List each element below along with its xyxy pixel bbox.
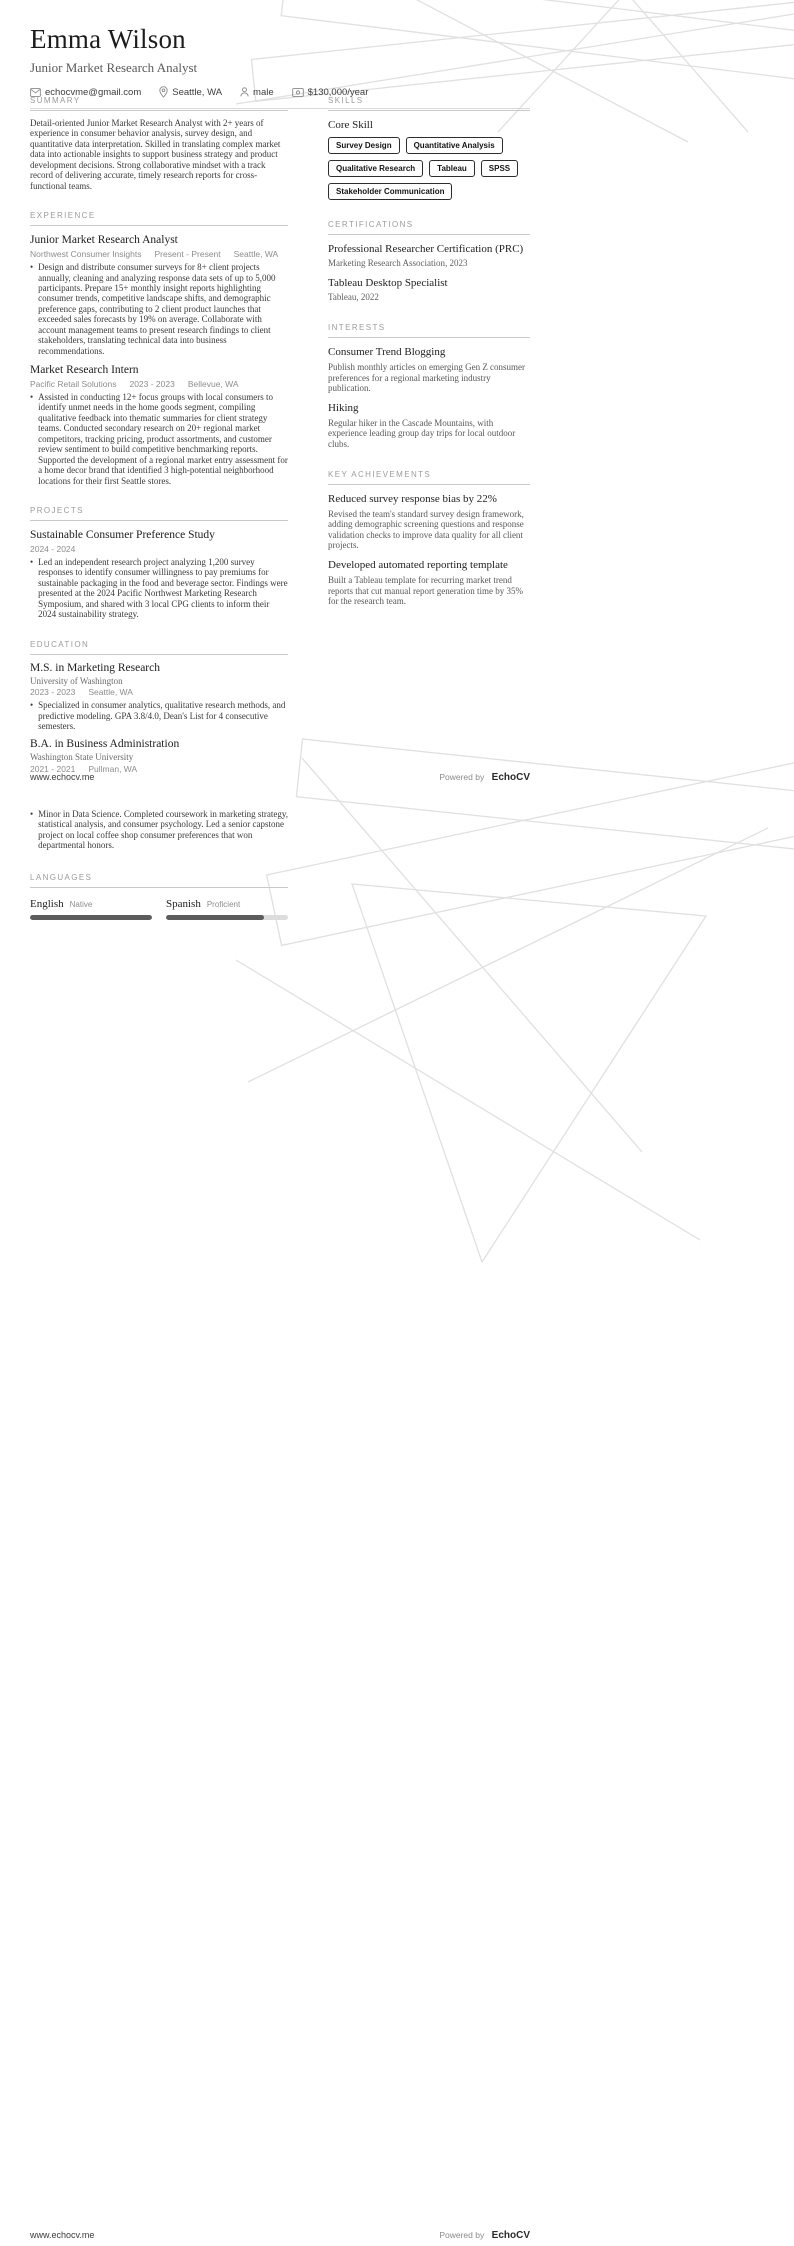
skills-label: SKILLS xyxy=(328,96,530,111)
certification-item xyxy=(328,277,530,303)
interests-label: INTERESTS xyxy=(328,323,530,338)
language-level: Native xyxy=(69,899,93,909)
project-title: Sustainable Consumer Preference Study xyxy=(30,528,215,541)
experience-item xyxy=(30,234,288,356)
contact-email-text: echocvme@gmail.com xyxy=(45,86,142,98)
certification-name: Tableau Desktop Specialist xyxy=(328,277,448,289)
powered-by-text: Powered by xyxy=(439,772,485,782)
interest-item xyxy=(328,346,530,394)
language-item xyxy=(166,898,288,920)
job-title: Market Research Intern xyxy=(30,364,139,376)
skill-chips xyxy=(328,137,530,200)
page-2-content xyxy=(30,806,288,920)
section-education xyxy=(30,640,288,774)
interest-description: Publish monthly articles on emerging Gen Z consumer preferences for a regional marketing industry publication. xyxy=(328,362,526,394)
language-list xyxy=(30,898,288,920)
skill-chip: SPSS xyxy=(481,160,518,177)
interest-name: Consumer Trend Blogging xyxy=(328,346,446,358)
contact-salary-text: $130,000/year xyxy=(307,86,369,98)
interest-name: Hiking xyxy=(328,401,359,414)
school-name: University of Washington xyxy=(30,675,123,686)
bullet-marker: • xyxy=(30,556,34,567)
page-1-footer xyxy=(30,767,530,785)
certification-item xyxy=(328,243,530,269)
left-column xyxy=(30,96,288,774)
education-bullet-text: Specialized in consumer analytics, qualitative research methods, and predictive modeling. GPA 3.8/4.0, Dean's List for 4 consecutive semesters. xyxy=(38,700,286,731)
certification-name: Professional Researcher Certification (PRC) xyxy=(328,243,524,255)
job-location: Bellevue, WA xyxy=(187,379,239,389)
job-dates: 2023 - 2023 xyxy=(129,379,175,389)
achievement-item xyxy=(328,493,530,551)
interest-item xyxy=(328,402,530,450)
achievement-title: Reduced survey response bias by 22% xyxy=(328,492,497,505)
education-bullet-text: Minor in Data Science. Completed coursework in marketing strategy, statistical analysis, and consumer psychology. Led a senior capstone project on local coffee shop consumer preferences that won departmental honors. xyxy=(38,809,289,851)
summary-label: SUMMARY xyxy=(30,96,288,111)
language-bar-fill xyxy=(166,915,264,920)
job-company: Northwest Consumer Insights xyxy=(30,249,142,260)
job-location: Seattle, WA xyxy=(233,249,279,260)
education-location: Pullman, WA xyxy=(88,763,138,774)
project-bullet xyxy=(30,557,288,620)
experience-label: EXPERIENCE xyxy=(30,211,288,226)
certification-issuer: Marketing Research Association, 2023 xyxy=(328,258,468,268)
brand-name: EchoCV xyxy=(491,772,530,783)
degree-title: M.S. in Marketing Research xyxy=(30,661,160,674)
interest-description: Regular hiker in the Cascade Mountains, with experience leading group day trips for local outdoor clubs. xyxy=(328,417,516,450)
achievement-description: Built a Tableau template for recurring market trend reports that cut manual report generation time by 35% for the research team. xyxy=(328,575,523,607)
contact-location-text: Seattle, WA xyxy=(172,86,223,98)
section-key-achievements xyxy=(328,470,530,607)
job-meta xyxy=(30,379,288,389)
job-company: Pacific Retail Solutions xyxy=(30,379,117,389)
project-meta xyxy=(30,544,288,554)
candidate-name: Emma Wilson xyxy=(30,24,186,54)
achievement-title: Developed automated reporting template xyxy=(328,559,508,572)
certification-issuer: Tableau, 2022 xyxy=(328,292,379,302)
job-dates: Present - Present xyxy=(154,249,221,260)
project-dates: 2024 - 2024 xyxy=(30,543,76,554)
bullet-marker: • xyxy=(30,262,34,273)
right-column xyxy=(328,96,530,774)
job-title: Junior Market Research Analyst xyxy=(30,234,178,247)
section-interests xyxy=(328,323,530,450)
candidate-title: Junior Market Research Analyst xyxy=(30,60,198,75)
education-item xyxy=(30,662,288,732)
language-name: English xyxy=(30,897,64,910)
education-dates: 2023 - 2023 xyxy=(30,687,76,698)
skill-chip: Survey Design xyxy=(328,137,400,154)
resume-columns xyxy=(30,96,530,774)
project-bullet-text: Led an independent research project analyzing 1,200 survey responses to identify consumer willingness to pay premiums for sustainable packaging in the food and beverage sector. Findings were presented at the 2024 Pacific Northwest Marketing Research Symposium, and shared with 3 local CPG clients to inform their 2024 sustainability strategy. xyxy=(38,556,288,620)
language-item xyxy=(30,898,152,920)
achievement-item xyxy=(328,559,530,607)
language-head xyxy=(30,898,152,910)
section-skills xyxy=(328,96,530,200)
languages-label: LANGUAGES xyxy=(30,873,288,888)
job-bullet-text: Assisted in conducting 12+ focus groups with local consumers to identify unmet needs in the home goods segment, compiling qualitative feedback into thematic summaries for client strategy teams. Conducted secondary research on 20+ regional market competitors, tracking pricing, product assortments, and customer review sentiment to build competitive benchmarking reports. Supported the development of a regional market entry assessment for a home decor brand that identified 3 high-potential neighborhood locations for their first Seattle stores. xyxy=(38,392,288,486)
skill-chip: Stakeholder Communication xyxy=(328,183,452,200)
education-dates: 2021 - 2021 xyxy=(30,763,76,774)
section-summary xyxy=(30,96,288,191)
section-certifications xyxy=(328,220,530,303)
skill-chip: Qualitative Research xyxy=(328,160,423,177)
powered-by-text: Powered by xyxy=(439,2230,485,2240)
footer-url-link[interactable]: www.echocv.me xyxy=(30,772,95,782)
job-bullet xyxy=(30,262,288,356)
achievement-description: Revised the team's standard survey design framework, adding demographic screening questions and response validation checks to improve data quality for all client projects. xyxy=(328,508,524,551)
footer-url-link[interactable]: www.echocv.me xyxy=(30,2230,95,2240)
bullet-marker: • xyxy=(30,809,34,819)
school-name: Washington State University xyxy=(30,752,134,763)
section-projects xyxy=(30,506,288,620)
language-bar xyxy=(166,915,288,920)
education-bullet-continued xyxy=(30,809,288,851)
powered-by xyxy=(439,767,530,785)
language-level: Proficient xyxy=(206,899,241,909)
page-2-footer xyxy=(30,2225,530,2243)
language-bar-fill xyxy=(30,915,152,920)
education-meta xyxy=(30,687,288,697)
language-head xyxy=(166,898,288,910)
job-bullet-text: Design and distribute consumer surveys for 8+ client projects annually, cleaning and analyzing response data sets of up to 5,000 participants. Prepare 15+ monthly insight reports highlighting consumer trends, competitive landscape shifts, and demographic preference gaps, contributing to 2 client product launches that exceeded sales forecasts by 19% on average. Collaborate with account management teams to present research findings to client stakeholders, translating technical data into business recommendations. xyxy=(38,262,276,356)
project-item xyxy=(30,529,288,620)
summary-text: Detail-oriented Junior Market Research Analyst with 2+ years of experience in consumer behavior analysis, survey design, and quantitative data interpretation. Skilled in translating complex market data into actionable insights to support business strategy and product development decisions. Strong collaborative mindset with a track record of delivering accurate, timely research reports for cross-functional teams. xyxy=(30,118,281,191)
bullet-marker: • xyxy=(30,392,34,402)
contact-gender-text: male xyxy=(253,86,274,98)
language-name: Spanish xyxy=(166,897,201,910)
bullet-marker: • xyxy=(30,700,34,711)
skill-chip: Quantitative Analysis xyxy=(406,137,503,154)
projects-label: PROJECTS xyxy=(30,506,288,521)
job-bullet xyxy=(30,392,288,486)
degree-title: B.A. in Business Administration xyxy=(30,738,180,751)
language-bar xyxy=(30,915,152,920)
section-experience xyxy=(30,211,288,486)
experience-item xyxy=(30,364,288,486)
education-location: Seattle, WA xyxy=(88,687,133,698)
job-meta xyxy=(30,249,288,259)
skill-chip: Tableau xyxy=(429,160,475,177)
certifications-label: CERTIFICATIONS xyxy=(328,220,530,235)
section-languages xyxy=(30,873,288,920)
education-bullet xyxy=(30,700,288,731)
powered-by xyxy=(439,2225,530,2243)
skill-group-title: Core Skill xyxy=(328,119,373,131)
key-achievements-label: KEY ACHIEVEMENTS xyxy=(328,470,530,485)
brand-name: EchoCV xyxy=(491,2230,530,2241)
education-label: EDUCATION xyxy=(30,640,288,655)
